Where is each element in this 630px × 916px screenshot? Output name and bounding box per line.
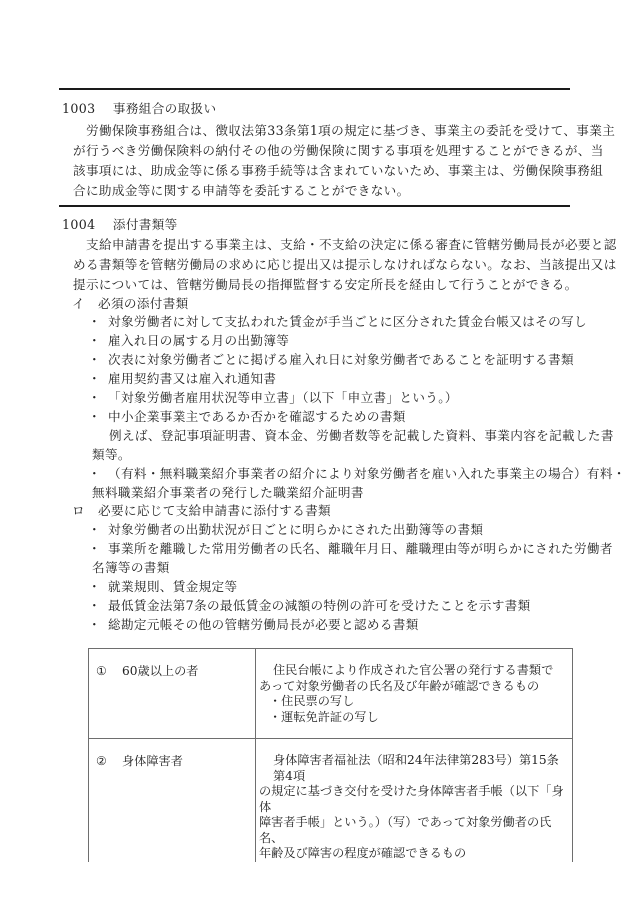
list-item-text: 最低賃金法第7条の最低賃金の減額の特例の許可を受けたことを示す書類: [108, 598, 531, 613]
subsection-title: 必須の添付書類: [98, 296, 189, 311]
section-title: 添付書類等: [112, 217, 178, 232]
bullet-icon: ・: [88, 522, 101, 537]
section-divider: [59, 205, 570, 207]
row-label: 60歳以上の者: [122, 664, 199, 678]
table-cell-label: [89, 649, 256, 739]
bullet-icon: ・: [88, 541, 101, 556]
cell-text-line: 身体障害者福祉法（昭和24年法律第283号）第15条第4項: [273, 753, 559, 783]
example-line: 例えば、登記事項証明書、資本金、労働者数等を記載した資料、事業内容を記載した書: [109, 428, 614, 443]
example-line: 類等。: [92, 447, 131, 462]
list-item-text: 事業所を離職した常用労働者の氏名、離職年月日、離職理由等が明らかにされた労働者: [108, 541, 613, 556]
paragraph-line: める書類等を管轄労働局の求めに応じ提出又は提示しなければならない。なお、当該提出又は: [73, 257, 617, 272]
cell-list-item: ・住民票の写し: [269, 694, 355, 708]
paragraph-line: 支給申請書を提出する事業主は、支給・不支給の決定に係る審査に管轄労働局長が必要と認: [86, 237, 617, 252]
subsection-title: 必要に応じて支給申請書に添付する書類: [98, 503, 332, 518]
subsection-heading: [72, 501, 331, 520]
row-number: ①: [96, 664, 107, 678]
bullet-icon: ・: [88, 371, 101, 386]
table-cell-body: [256, 739, 573, 862]
paragraph-line: 提示については、管轄労働局長の指揮監督する安定所長を経由して行うことができる。: [73, 277, 578, 292]
table-cell-body: [256, 649, 573, 739]
cell-text-line: あって対象労働者の氏名及び年齢が確認できるもの: [259, 678, 540, 693]
paragraph-line: が行うべき労働保険料の納付その他の労働保険に関する事項を処理することができるが、当: [73, 143, 604, 158]
list-item-text: 雇入れ日の属する月の出勤簿等: [108, 333, 290, 348]
paragraph-line: 合に助成金等に関する申請等を委託することができない。: [73, 183, 410, 198]
table-cell-label: [89, 739, 256, 862]
section-heading: [62, 99, 216, 118]
section-number: 1004: [62, 217, 96, 232]
subsection-marker: ロ: [72, 503, 85, 518]
cell-text-line: 障害者手帳」という。）（写）であって対象労働者の氏名、: [259, 815, 552, 845]
paragraph-line: 該事項には、助成金等に係る事務手続等は含まれていないため、事業主は、労働保険事務組: [73, 163, 604, 178]
section-title: 事務組合の取扱い: [112, 101, 217, 116]
row-label: 身体障害者: [122, 754, 183, 768]
worker-proof-table: [88, 648, 573, 862]
bullet-icon: ・: [88, 314, 101, 329]
list-item-text: 対象労働者に対して支払われた賃金が手当ごとに区分された賃金台帳又はその写し: [108, 314, 587, 329]
subsection-heading: [72, 294, 189, 313]
bullet-icon: ・: [88, 466, 101, 481]
bullet-icon: ・: [88, 579, 101, 594]
table-row: [89, 739, 573, 862]
list-item-text: 雇用契約書又は雇入れ通知書: [108, 371, 277, 386]
cell-text-line: 年齢及び障害の程度が確認できるもの: [259, 846, 467, 860]
list-item-text: 総勘定元帳その他の管轄労働局長が必要と認める書類: [108, 617, 419, 632]
bullet-icon: ・: [88, 598, 101, 613]
list-item-text: 名簿等の書類: [92, 560, 170, 575]
bullet-icon: ・: [88, 390, 101, 405]
list-item-text: （有料・無料職業紹介事業者の紹介により対象労働者を雇い入れた事業主の場合）有料・: [108, 466, 626, 481]
list-item-text: 無料職業紹介事業者の発行した職業紹介証明書: [92, 485, 364, 500]
paragraph-line: 労働保険事務組合は、徴収法第33条第1項の規定に基づき、事業主の委託を受けて、事業主: [86, 123, 616, 138]
list-item-text: 対象労働者の出勤状況が日ごとに明らかにされた出勤簿等の書類: [108, 522, 484, 537]
cell-text-line: の規定に基づき交付を受けた身体障害者手帳（以下「身体: [259, 784, 564, 814]
cell-list-item: ・運転免許証の写し: [269, 709, 379, 724]
table-row: [89, 649, 573, 739]
bullet-icon: ・: [88, 333, 101, 348]
row-number: ②: [96, 754, 107, 768]
bullet-icon: ・: [88, 617, 101, 632]
list-item-text: 就業規則、賃金規定等: [108, 579, 238, 594]
list-item-text: 中小企業事業主であるか否かを確認するための書類: [108, 409, 406, 424]
subsection-marker: イ: [72, 296, 85, 311]
top-divider: [59, 88, 570, 90]
bullet-icon: ・: [88, 409, 101, 424]
bullet-icon: ・: [88, 352, 101, 367]
cell-text-line: 住民台帳により作成された官公署の発行する書類で: [273, 663, 554, 677]
section-heading: [62, 215, 178, 234]
list-item-text: 「対象労働者雇用状況等申立書」（以下「申立書」という。）: [108, 390, 458, 405]
section-number: 1003: [62, 101, 96, 116]
list-item-text: 次表に対象労働者ごとに掲げる雇入れ日に対象労働者であることを証明する書類: [108, 352, 574, 367]
